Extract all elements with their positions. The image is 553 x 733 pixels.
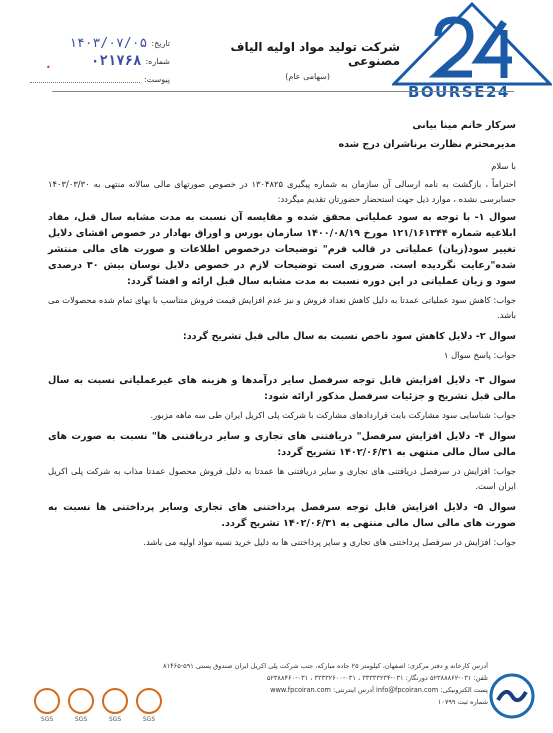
red-dot-mark: • — [46, 63, 51, 72]
footer-address: آدرس کارخانه و دفتر مرکزی: اصفهان، کیلومتر ۲۵ جاده مبارکه، جنب شرکت پلی اکریل ایران صندوق پستی ۵۹۱-۸۱۴۶۵ — [163, 662, 488, 670]
badge-label: SGS — [142, 716, 156, 723]
footer-registration: شماره ثبت ۱۰۷۹۹ — [437, 698, 488, 706]
answer-1: جواب: کاهش سود عملیاتی عمدتا به دلیل کاهش تعداد فروش و نیز عدم افزایش قیمت فروش متناسب با بهای تمام شده محصولات می باشد. — [48, 295, 516, 320]
addressee-title: مدیرمحترم نظارت برناشران درج شده — [338, 139, 516, 150]
certification-badges — [34, 688, 162, 723]
footer-web: پست الکترونیکی: info@fpcoiran.com آدرس اینترنتی: www.fpcoiran.com — [270, 686, 488, 694]
attachment-line — [30, 82, 140, 83]
badge-label: SGS — [108, 716, 122, 723]
question-4: سوال ۴- دلایل افزایش سرفصل" دریافتنی های تجاری و سایر دریافتنی ها" نسبت به صورت های مالی سال مالی منتهی به ۱۴۰۲/۰۶/۳۱ تشریح گردد: — [48, 431, 516, 458]
badge-label: SGS — [74, 716, 88, 723]
question-5: سوال ۵- دلایل افزایش قابل توجه سرفصل پرداختنی های تجاری وسایر پرداختنی ها نسبت به صورت های مالی سال مالی منتهی به ۱۴۰۲/۰۶/۳۱ تشریح گردد. — [48, 502, 516, 529]
date-row — [30, 34, 170, 52]
company-name: شرکت تولید مواد اولیه الیاف مصنوعی — [230, 40, 400, 68]
answer-5: جواب: افزایش در سرفصل پرداختنی های تجاری و سایر پرداختنی ها به دلیل خرید نسیه مواد اولیه می باشد. — [143, 537, 516, 547]
answer-2: جواب: پاسخ سوال ۱ — [443, 350, 516, 360]
sgs-badge-icon — [102, 688, 128, 723]
question-2: سوال ۲- دلایل کاهش سود ناخص نسبت به سال مالی قبل تشریح گردد: — [182, 331, 516, 342]
number-label: شماره: — [145, 56, 170, 66]
watermark-brand: BOURSE24 — [408, 83, 510, 101]
question-1: سوال ۱- با توجه به سود عملیاتی محقق شده و مقایسه آن نسبت به مدت مشابه سال قبل، مفاد ابلاغیه شماره ۱۲۱/۱۶۱۳۴۴ مورخ ۱۴۰۰/۰۸/۱۹ سازمان بورس و اوراق بهادار در خصوص افشای دلایل تغییر سود(زیان) عملیاتی در قالب فرم" توضیحات درخصوص اطلاعات و صورت های مالی منتشر شده"رعایت نگردیده است. ضروری است توضیحات لازم در خصوص دلایل نوسان بیش ۳۰ درصدی سود و زیان عملیاتی در این دوره نسبت به مدت مشابه سال قبل ارائه و افشا گردد: — [48, 212, 517, 287]
attachment-row — [30, 70, 170, 88]
greeting: با سلام — [491, 161, 516, 171]
company-logo-icon — [488, 672, 536, 720]
number-row — [30, 52, 170, 70]
company-type: (سهامی عام) — [285, 72, 330, 81]
footer-phone: تلفن: ۰۳۱-۵۲۳۸۸۸۶۲ دورنگار: ۰۳۱-۳۳۳۳۳۲۳۴ ، ۰۳۱-۳۳۳۳۲۶۰۰ ، ۰۳۱-۵۲۳۸۸۴۶۰ — [266, 674, 488, 682]
attachment-label: پیوست: — [143, 74, 170, 84]
badge-label: SGS — [40, 716, 54, 723]
sgs-badge-icon — [68, 688, 94, 723]
number-value: ۰۲۱۷۶۸ — [90, 53, 142, 69]
letter-meta — [30, 34, 170, 88]
addressee: سرکار خانم مینا بیانی — [412, 120, 516, 131]
sgs-badge-icon — [136, 688, 162, 723]
header-divider — [52, 91, 514, 92]
date-label: تاریخ: — [151, 38, 170, 48]
answer-3: جواب: شناسایی سود مشارکت بابت قراردادهای مشارکت با شرکت پلی اکریل ایران طی سه ماهه مزبور. — [150, 410, 516, 420]
sgs-badge-icon — [34, 688, 60, 723]
letter-body — [48, 118, 516, 553]
company-header — [200, 40, 400, 81]
intro-paragraph: احتراماً ، بازگشت به نامه ارسالی آن سازمان به شماره پیگیری ۱۳۰۴۸۲۵ در خصوص صورتهای مالی سالانه منتهی به ۱۴۰۳/۰۳/۳۰ حسابرسی نشده ، موارد ذیل جهت استحضار حضورتان تقدیم میگردد: — [48, 179, 516, 204]
date-value: ۱۴۰۳/۰۷/۰۵ — [69, 35, 148, 51]
question-3: سوال ۳- دلایل افزایش قابل توجه سرفصل سایر درآمدها و هزینه های غیرعملیاتی نسبت به سال مالی قبل تشریح و جزئیات سرفصل مذکور ارائه شود: — [48, 375, 516, 402]
answer-4: جواب: افزایش در سرفصل دریافتنی های تجاری و سایر دریافتنی ها عمدتا به دلیل فروش محصول عمدتا مذاب به شرکت پلی اکریل ایران است. — [48, 466, 516, 491]
